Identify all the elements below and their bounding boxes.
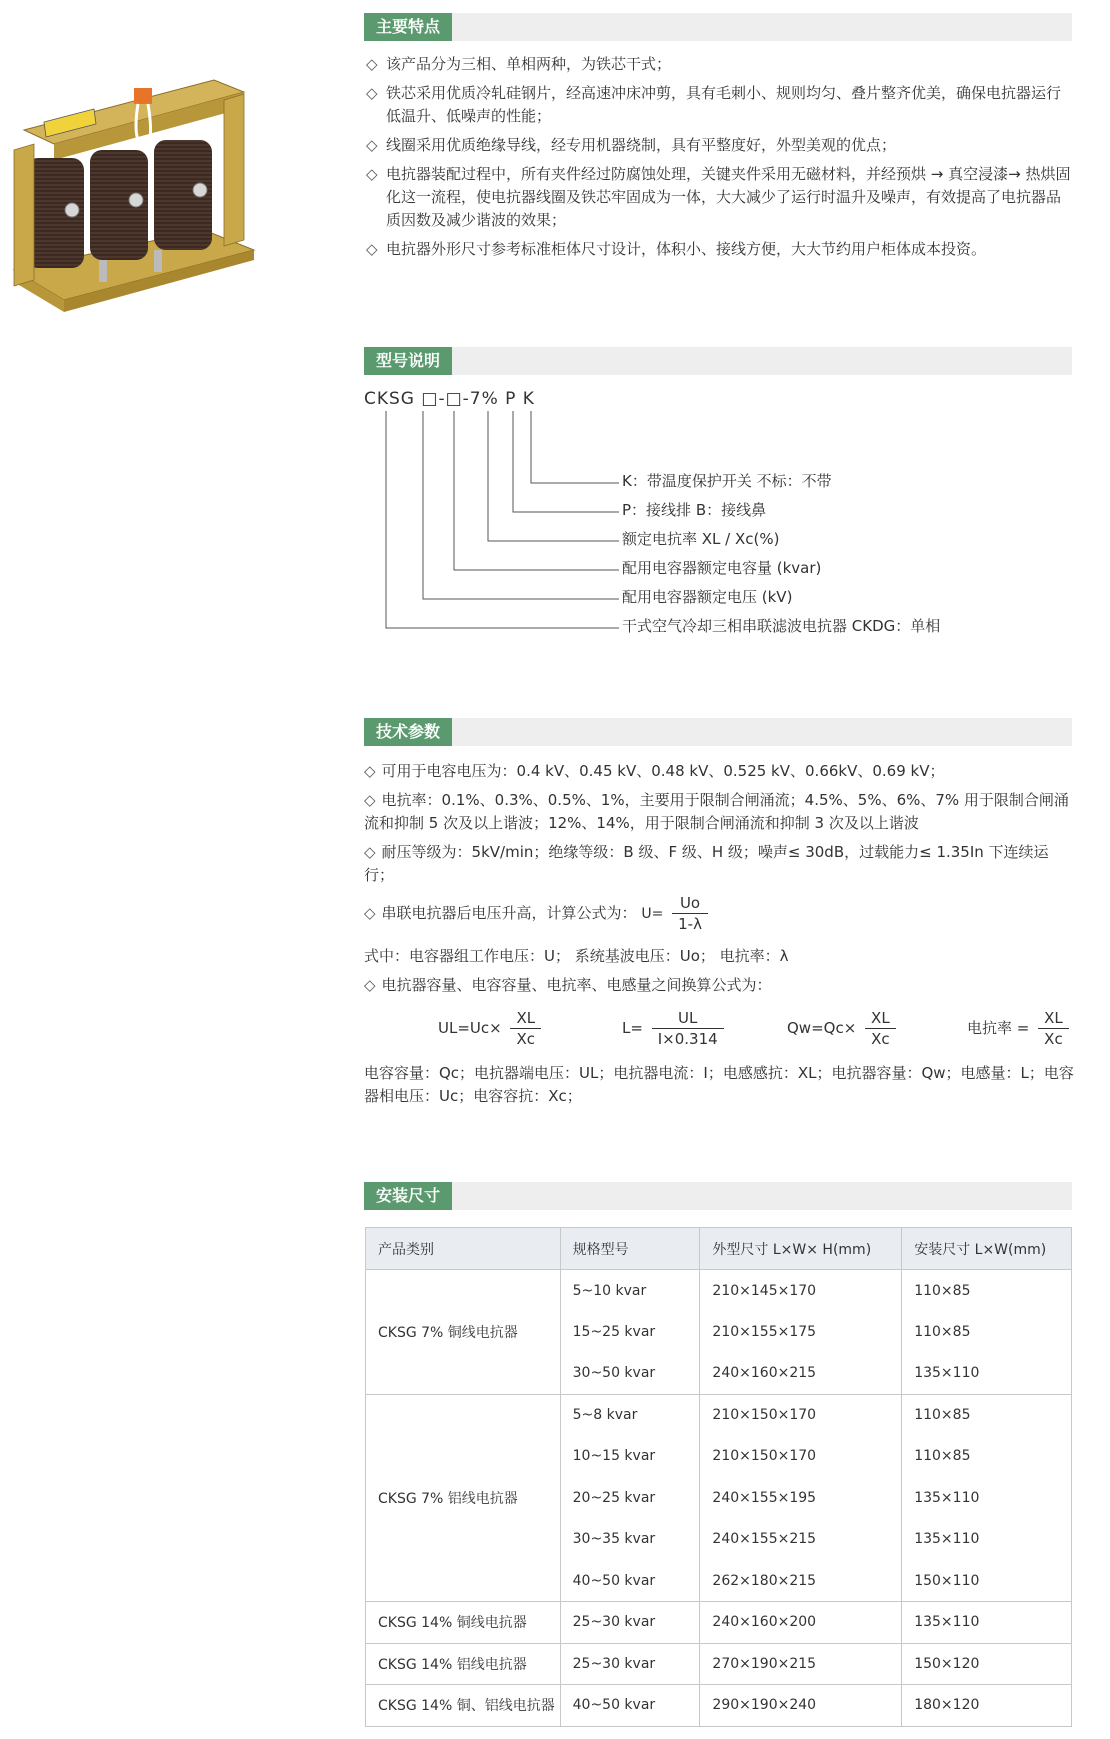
cell-spec: 15~25 kvar — [560, 1311, 700, 1353]
table-body — [366, 1270, 1072, 1727]
header-category: 产品类别 — [366, 1228, 561, 1270]
cell-category: CKSG 7% 铝线电抗器 — [366, 1394, 561, 1602]
cell-outer-size: 240×155×195 — [700, 1477, 902, 1519]
reactor-product-image — [4, 60, 266, 350]
diamond-icon: ◇ — [364, 976, 376, 994]
cell-category: CKSG 7% 铜线电抗器 — [366, 1270, 561, 1395]
cell-category: CKSG 14% 铝线电抗器 — [366, 1643, 561, 1685]
formula-u-lhs: U= — [641, 906, 664, 922]
formula-ul: UL=Uc× $\frac{XL}{Xc}$ — [438, 1008, 545, 1049]
cell-outer-size: 210×155×175 — [700, 1311, 902, 1353]
tech-title: 技术参数 — [364, 718, 452, 746]
param-reactance-rate: ◇ 电抗率：0.1%、0.3%、0.5%、1%，主要用于限制合闸涌流；4.5%、5%、6%、7% 用于限制合闸涌流和抑制 5 次及以上谐波；12%、14%，用于限制合闸涌流和抑制 3 次及以上谐波 — [364, 791, 1069, 832]
install-title: 安装尺寸 — [364, 1182, 452, 1210]
diamond-icon: ◇ — [364, 762, 376, 780]
conversion-formulas — [364, 1008, 1076, 1058]
diamond-icon: ◇ — [366, 55, 378, 73]
features-section-bar — [364, 13, 1072, 41]
model-code: CKSG □-□-7% P K — [364, 389, 535, 409]
cell-spec: 5~8 kvar — [560, 1394, 700, 1436]
cell-install-size: 150×110 — [902, 1560, 1072, 1602]
cell-install-size: 135×110 — [902, 1519, 1072, 1561]
param-where: 式中：电容器组工作电压：U； 系统基波电压：Uo； 电抗率：λ — [364, 947, 789, 965]
cell-spec: 30~50 kvar — [560, 1353, 700, 1395]
model-label-capacity: 配用电容器额定电容量 (kvar) — [622, 559, 822, 577]
cell-install-size: 135×110 — [902, 1477, 1072, 1519]
list-item: ◇ 电抗器装配过程中，所有夹件经过防腐蚀处理，关键夹件采用无磁材料，并经预烘 → 真空浸漆→ 热烘固化这一流程，使电抗器线圈及铁芯牢固成为一体，大大减少了运行时温升及噪声，有效提高了电抗器品质因数及减少谐波的效果； — [366, 165, 1071, 229]
tech-section-bar — [364, 718, 1072, 746]
cell-spec: 30~35 kvar — [560, 1519, 700, 1561]
param-insulation: ◇ 耐压等级为：5kV/min；绝缘等级：B 级、F 级、H 级；噪声≤ 30dB，过载能力≤ 1.35In 下连续运行； — [364, 843, 1049, 884]
formula-reactance-rate: 电抗率 = $\frac{XL}{Xc}$ — [967, 1008, 1073, 1049]
cell-install-size: 150×120 — [902, 1643, 1072, 1685]
diamond-icon: ◇ — [364, 791, 376, 809]
param-voltage: ◇ 可用于电容电压为：0.4 kV、0.45 kV、0.48 kV、0.525 kV、0.66kV、0.69 kV； — [364, 762, 945, 780]
cell-category: CKSG 14% 铜线电抗器 — [366, 1602, 561, 1644]
list-item: ◇ 该产品分为三相、单相两种，为铁芯干式； — [364, 53, 1074, 76]
model-title: 型号说明 — [364, 347, 452, 375]
model-label-p: P：接线排 B：接线鼻 — [622, 501, 767, 519]
list-item: ◇ 线圈采用优质绝缘导线，经专用机器绕制，具有平整度好，外型美观的优点； — [364, 134, 1074, 157]
cell-install-size: 110×85 — [902, 1311, 1072, 1353]
cell-install-size: 110×85 — [902, 1270, 1072, 1312]
cell-spec: 40~50 kvar — [560, 1560, 700, 1602]
cell-outer-size: 210×150×170 — [700, 1436, 902, 1478]
formula-u-fraction: $\frac{Uo}{1-\lambda}$ — [672, 893, 708, 934]
table-row — [366, 1270, 1072, 1312]
model-label-k: K：带温度保护开关 不标：不带 — [622, 472, 832, 490]
table-row — [366, 1394, 1072, 1436]
cell-spec: 20~25 kvar — [560, 1477, 700, 1519]
list-item: ◇ 铁芯采用优质冷轧硅钢片，经高速冲床冲剪，具有毛刺小、规则均匀、叠片整齐优美，确保电抗器运行低温升、低噪声的性能； — [366, 84, 1062, 125]
header-model: 规格型号 — [560, 1228, 700, 1270]
param-conversion: ◇ 电抗器容量、电容容量、电抗率、电感量之间换算公式为： — [364, 976, 772, 994]
cell-install-size: 180×120 — [902, 1685, 1072, 1727]
diamond-icon: ◇ — [366, 136, 378, 154]
model-section-bar — [364, 347, 1072, 375]
param-voltage-rise: ◇ 串联电抗器后电压升高，计算公式为： U= $\frac{Uo}{1-\lambda}$ — [364, 893, 1076, 939]
model-label-voltage: 配用电容器额定电压 (kV) — [622, 588, 793, 606]
model-leader-lines — [364, 410, 624, 635]
table-header-row — [366, 1228, 1072, 1270]
features-list — [364, 53, 1074, 267]
cell-spec: 10~15 kvar — [560, 1436, 700, 1478]
cell-category: CKSG 14% 铜、铝线电抗器 — [366, 1685, 561, 1727]
cell-outer-size: 262×180×215 — [700, 1560, 902, 1602]
features-title: 主要特点 — [364, 13, 452, 41]
cell-spec: 25~30 kvar — [560, 1602, 700, 1644]
cell-install-size: 135×110 — [902, 1353, 1072, 1395]
header-outer-size: 外型尺寸 L×W× H(mm) — [700, 1228, 902, 1270]
cell-spec: 5~10 kvar — [560, 1270, 700, 1312]
header-install-size: 安装尺寸 L×W(mm) — [902, 1228, 1072, 1270]
cell-outer-size: 210×145×170 — [700, 1270, 902, 1312]
diamond-icon: ◇ — [366, 165, 378, 183]
cell-install-size: 110×85 — [902, 1436, 1072, 1478]
list-item: ◇ 电抗器外形尺寸参考标准柜体尺寸设计，体积小、接线方便，大大节约用户柜体成本投资。 — [364, 238, 1074, 261]
install-section-bar — [364, 1182, 1072, 1210]
cell-outer-size: 240×155×215 — [700, 1519, 902, 1561]
diamond-icon: ◇ — [364, 904, 376, 922]
formula-l: L= $\frac{UL}{I\times 0.314}$ — [622, 1008, 728, 1049]
tech-params — [364, 760, 1076, 1003]
formula-qw: Qw=Qc× $\frac{XL}{Xc}$ — [787, 1008, 900, 1049]
table-row — [366, 1643, 1072, 1685]
cell-install-size: 110×85 — [902, 1394, 1072, 1436]
table-row — [366, 1602, 1072, 1644]
cell-install-size: 135×110 — [902, 1602, 1072, 1644]
cell-outer-size: 240×160×200 — [700, 1602, 902, 1644]
formula-legend: 电容容量：Qc；电抗器端电压：UL；电抗器电流：I；电感感抗：XL；电抗器容量：Qw；电感量：L；电容器相电压：Uc；电容容抗：Xc； — [364, 1064, 1074, 1105]
model-label-reactance: 额定电抗率 XL / Xc(%) — [622, 530, 780, 548]
diamond-icon: ◇ — [366, 240, 378, 258]
diamond-icon: ◇ — [366, 84, 378, 102]
table-row — [366, 1685, 1072, 1727]
cell-outer-size: 240×160×215 — [700, 1353, 902, 1395]
diamond-icon: ◇ — [364, 843, 376, 861]
cell-spec: 25~30 kvar — [560, 1643, 700, 1685]
install-dimension-table — [365, 1227, 1072, 1727]
cell-outer-size: 210×150×170 — [700, 1394, 902, 1436]
cell-outer-size: 290×190×240 — [700, 1685, 902, 1727]
cell-outer-size: 270×190×215 — [700, 1643, 902, 1685]
model-label-type: 干式空气冷却三相串联滤波电抗器 CKDG：单相 — [622, 617, 941, 635]
cell-spec: 40~50 kvar — [560, 1685, 700, 1727]
